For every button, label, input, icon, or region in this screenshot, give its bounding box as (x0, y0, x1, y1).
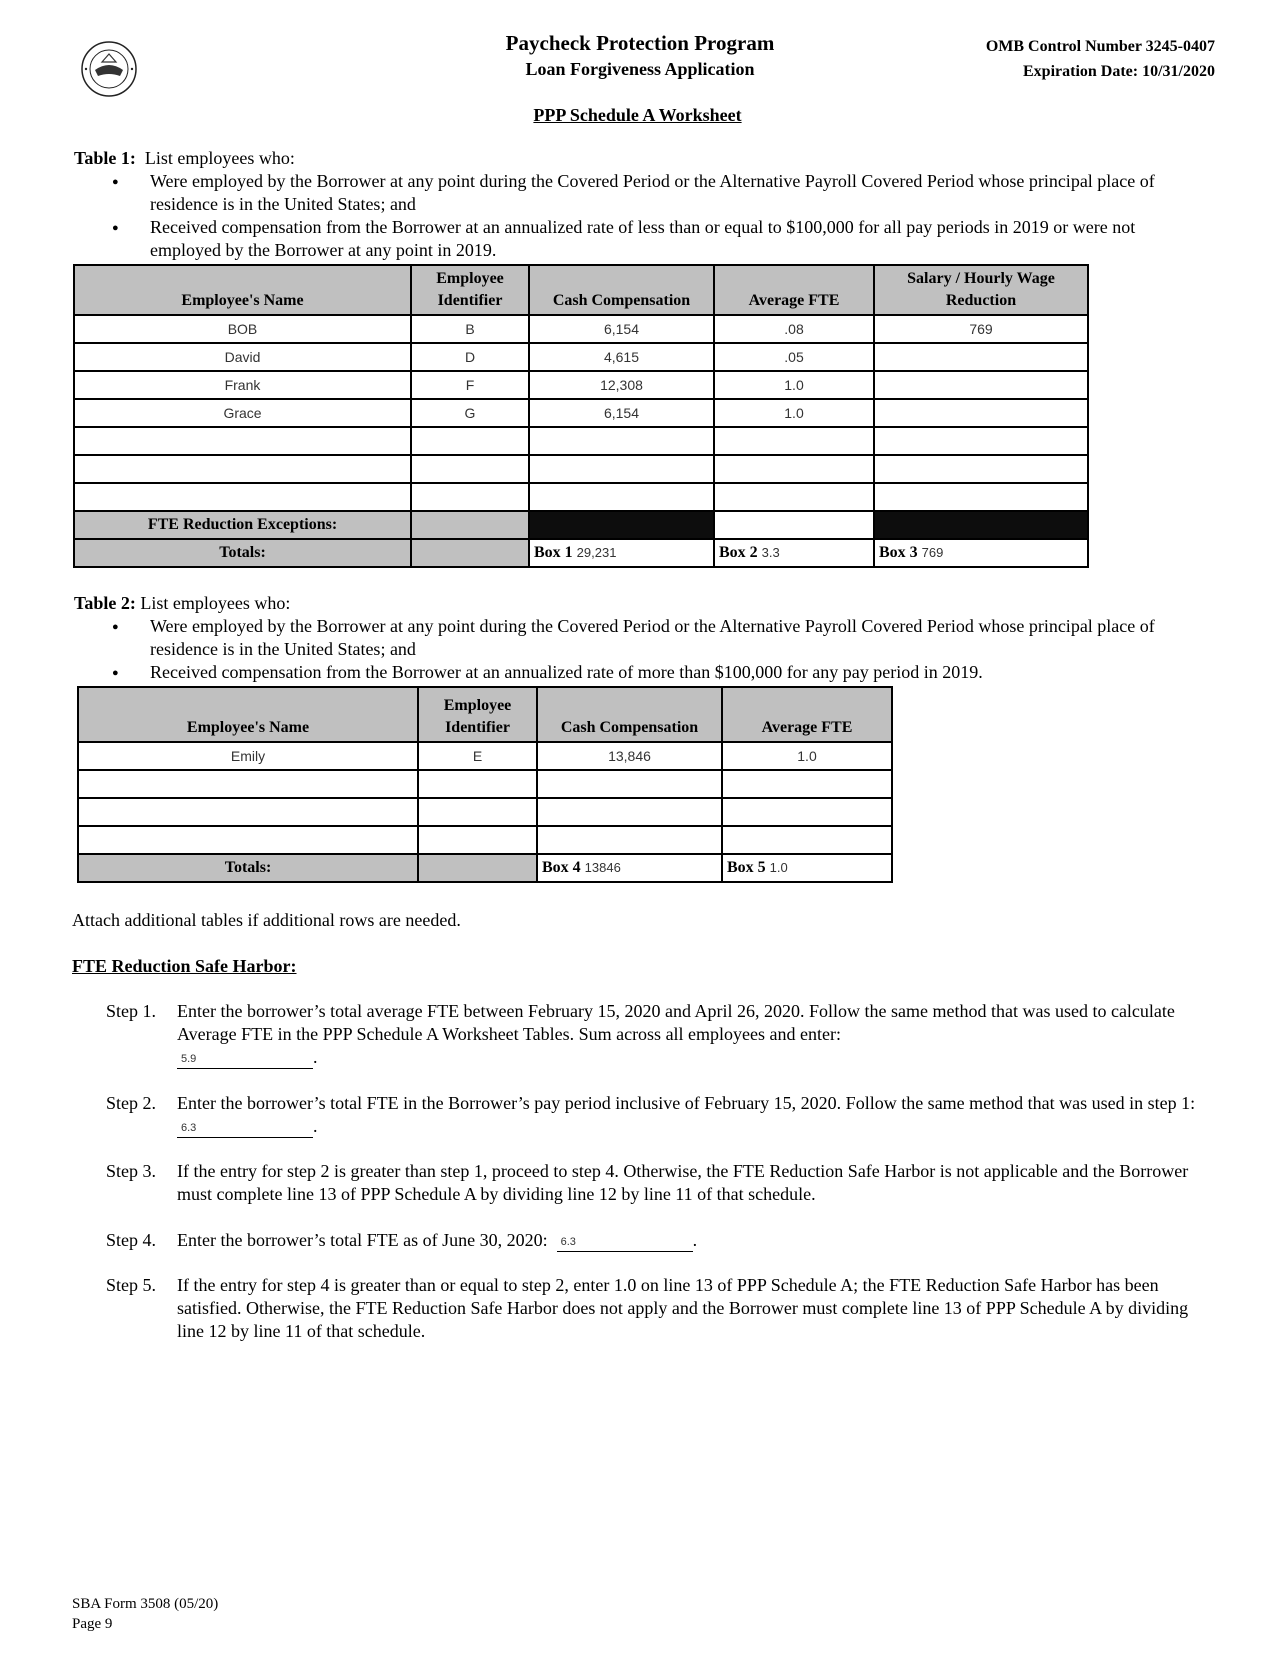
cell-cash-compensation[interactable] (537, 798, 722, 826)
table-row (74, 427, 1088, 455)
cell-name[interactable] (74, 483, 411, 511)
box3-field[interactable] (874, 539, 1088, 567)
col-header-cash-comp: Cash Compensation (537, 687, 722, 742)
cell-average-fte[interactable] (722, 770, 892, 798)
cell-identifier[interactable] (418, 798, 537, 826)
table-row (74, 455, 1088, 483)
step-number: Step 3. (106, 1161, 157, 1181)
cell-name[interactable]: Emily (78, 742, 418, 770)
fte-exceptions-blank (411, 511, 529, 539)
table2-intro-text: List employees who: (140, 593, 291, 613)
cell-identifier[interactable] (411, 455, 529, 483)
cell-name[interactable]: BOB (74, 315, 411, 343)
cell-name[interactable]: Grace (74, 399, 411, 427)
cell-average-fte[interactable] (722, 798, 892, 826)
step-number: Step 4. (106, 1230, 157, 1250)
box5-value: 1.0 (769, 860, 788, 875)
table2-bullet: ● Were employed by the Borrower at any point during the Covered Period or the Alternative Payroll Covered Period whose principal place of residence is in the United States; and (74, 615, 1204, 661)
program-title: Paycheck Protection Program (505, 31, 775, 55)
step-3 (106, 1160, 1216, 1206)
col-header-name: Employee's Name (78, 687, 418, 742)
box1-value: 29,231 (576, 545, 617, 560)
cell-name[interactable] (74, 455, 411, 483)
page-number: Page 9 (72, 1616, 113, 1632)
box3-value: 769 (921, 545, 944, 560)
step-text: If the entry for step 2 is greater than step 1, proceed to step 4. Otherwise, the FTE Reduction Safe Harbor is not applicable and the Borrower must complete line 13 of PPP Schedule A by dividing line 12 by line 11 of that schedule. (177, 1161, 1189, 1204)
cell-wage-reduction[interactable] (874, 343, 1088, 371)
table-row (78, 770, 892, 798)
cell-wage-reduction[interactable] (874, 399, 1088, 427)
cell-cash-compensation[interactable]: 12,308 (529, 371, 714, 399)
cell-name[interactable] (78, 798, 418, 826)
step-number: Step 2. (106, 1093, 157, 1113)
step-number: Step 1. (106, 1001, 157, 1021)
cell-wage-reduction[interactable] (874, 483, 1088, 511)
cell-cash-compensation[interactable] (537, 770, 722, 798)
cell-cash-compensation[interactable]: 13,846 (537, 742, 722, 770)
box5-label: Box 5 (727, 859, 766, 876)
omb-control-number: OMB Control Number 3245-0407 (985, 38, 1215, 55)
cell-identifier[interactable]: B (411, 315, 529, 343)
table2-intro (74, 592, 1204, 684)
col-header-wage-reduction: Salary / Hourly Wage Reduction (874, 265, 1088, 315)
table1-intro (74, 147, 1204, 262)
box4-value: 13846 (584, 860, 621, 875)
cell-name[interactable] (78, 826, 418, 854)
application-subtitle: Loan Forgiveness Application (525, 59, 755, 79)
box1-field[interactable] (529, 539, 714, 567)
cell-cash-compensation[interactable] (529, 427, 714, 455)
cell-name[interactable]: Frank (74, 371, 411, 399)
box2-field[interactable] (714, 539, 874, 567)
fte-exceptions-input[interactable] (714, 511, 874, 539)
cell-wage-reduction[interactable] (874, 455, 1088, 483)
table1-totals-label: Totals: (74, 539, 411, 567)
table-row (78, 798, 892, 826)
step4-fill-field[interactable] (557, 1231, 693, 1252)
cell-average-fte[interactable] (714, 483, 874, 511)
fte-exceptions-label: FTE Reduction Exceptions: (74, 511, 411, 539)
cell-identifier[interactable] (411, 483, 529, 511)
col-header-identifier: Employee Identifier (411, 265, 529, 315)
cell-average-fte[interactable] (714, 427, 874, 455)
step-text: Enter the borrower’s total FTE in the Borrower’s pay period inclusive of February 15, 2020. Follow the same method that was used in step 1: (177, 1093, 1196, 1113)
fte-exceptions-blocked (874, 511, 1088, 539)
step-2: Step 2. Enter the borrower’s total FTE in the Borrower’s pay period inclusive of February 15, 2020. Follow the same method that was used in step 1: 6.3 . (106, 1092, 1216, 1138)
table1-employees-under-100k (73, 264, 1089, 568)
sba-seal-logo (80, 40, 138, 98)
box4-label: Box 4 (542, 859, 581, 876)
table-row (74, 483, 1088, 511)
cell-average-fte[interactable] (722, 826, 892, 854)
table1-bullet: ● Were employed by the Borrower at any point during the Covered Period or the Alternative Payroll Covered Period whose principal place of residence is in the United States; and (74, 170, 1204, 216)
table-row (74, 371, 1088, 399)
step-number: Step 5. (106, 1275, 157, 1295)
table-row (74, 315, 1088, 343)
box2-value: 3.3 (761, 545, 780, 560)
cell-identifier[interactable]: E (418, 742, 537, 770)
cell-average-fte[interactable] (714, 455, 874, 483)
cell-identifier[interactable] (411, 427, 529, 455)
table-row (74, 343, 1088, 371)
box4-field[interactable] (537, 854, 722, 882)
cell-wage-reduction[interactable]: 769 (874, 315, 1088, 343)
cell-identifier[interactable]: D (411, 343, 529, 371)
step-text: Enter the borrower’s total FTE as of June 30, 2020: (177, 1230, 548, 1250)
cell-average-fte[interactable]: 1.0 (714, 399, 874, 427)
step2-fill-field[interactable] (177, 1117, 313, 1138)
table-row (74, 399, 1088, 427)
table1-intro-text: List employees who: (144, 148, 295, 168)
box3-label: Box 3 (879, 544, 918, 561)
cell-average-fte[interactable]: 1.0 (714, 371, 874, 399)
cell-name[interactable]: David (74, 343, 411, 371)
cell-cash-compensation[interactable] (537, 826, 722, 854)
box1-label: Box 1 (534, 544, 573, 561)
table1-bullet: ● Received compensation from the Borrower at an annualized rate of less than or equal to $100,000 for all pay periods in 2019 or were not employed by the Borrower at any point in 2019. (74, 216, 1204, 262)
table2-totals-blank (418, 854, 537, 882)
omb-info (986, 34, 1215, 84)
cell-wage-reduction[interactable] (874, 371, 1088, 399)
table-row (78, 826, 892, 854)
step1-value: 5.9 (181, 1053, 197, 1065)
cell-cash-compensation[interactable] (529, 455, 714, 483)
form-number: SBA Form 3508 (05/20) (72, 1596, 219, 1612)
step4-value: 6.3 (560, 1236, 576, 1248)
step-text: Enter the borrower’s total average FTE between February 15, 2020 and April 26, 2020. Follow the same method that was used to calculate Average FTE in the PPP Schedule A Worksheet Tables. Sum across all employees and enter: (177, 1001, 1175, 1044)
box2-label: Box 2 (719, 544, 758, 561)
table1-totals-blank (411, 539, 529, 567)
step1-fill-field[interactable] (177, 1048, 313, 1069)
table1-lead: Table 1: (74, 148, 136, 168)
cell-cash-compensation[interactable]: 4,615 (529, 343, 714, 371)
document-header (380, 30, 900, 82)
col-header-average-fte: Average FTE (722, 687, 892, 742)
cell-cash-compensation[interactable] (529, 483, 714, 511)
col-header-identifier: Employee Identifier (418, 687, 537, 742)
cell-identifier[interactable]: G (411, 399, 529, 427)
attach-note: Attach additional tables if additional rows are needed. (72, 910, 461, 930)
table-row (78, 742, 892, 770)
step-5 (106, 1274, 1216, 1343)
expiration-date: Expiration Date: 10/31/2020 (1023, 63, 1215, 80)
schedule-title: PPP Schedule A Worksheet (533, 105, 742, 125)
table2-totals-label: Totals: (78, 854, 418, 882)
col-header-name: Employee's Name (74, 265, 411, 315)
step-1: Step 1. Enter the borrower’s total average FTE between February 15, 2020 and April 26, 2020. Follow the same method that was used to calculate Average FTE in the PPP Schedule A Worksheet Tables. Sum across all employees and enter: 5.9 . (106, 1000, 1216, 1069)
cell-name[interactable] (78, 770, 418, 798)
col-header-average-fte: Average FTE (714, 265, 874, 315)
cell-cash-compensation[interactable]: 6,154 (529, 315, 714, 343)
col-header-cash-comp: Cash Compensation (529, 265, 714, 315)
table2-lead: Table 2: (74, 593, 136, 613)
page-footer (72, 1594, 218, 1634)
box5-field[interactable] (722, 854, 892, 882)
cell-average-fte[interactable]: .05 (714, 343, 874, 371)
cell-cash-compensation[interactable]: 6,154 (529, 399, 714, 427)
cell-average-fte[interactable]: .08 (714, 315, 874, 343)
step-text: If the entry for step 4 is greater than or equal to step 2, enter 1.0 on line 13 of PPP Schedule A; the FTE Reduction Safe Harbor has been satisfied. Otherwise, the FTE Reduction Safe Harbor does not apply and the Borrower must complete line 13 of PPP Schedule A by dividing line 12 by line 11 of that schedule. (177, 1275, 1189, 1341)
table2-employees-over-100k (77, 686, 893, 883)
cell-name[interactable] (74, 427, 411, 455)
step2-value: 6.3 (181, 1122, 197, 1134)
safe-harbor-title: FTE Reduction Safe Harbor: (72, 956, 297, 976)
cell-wage-reduction[interactable] (874, 427, 1088, 455)
cell-identifier[interactable] (418, 826, 537, 854)
cell-average-fte[interactable]: 1.0 (722, 742, 892, 770)
step-4: Step 4. Enter the borrower’s total FTE as of June 30, 2020: 6.3 . (106, 1229, 1216, 1252)
cell-identifier[interactable]: F (411, 371, 529, 399)
table2-bullet: ● Received compensation from the Borrower at an annualized rate of more than $100,000 for any pay period in 2019. (74, 661, 1204, 684)
fte-exceptions-blocked (529, 511, 714, 539)
cell-identifier[interactable] (418, 770, 537, 798)
